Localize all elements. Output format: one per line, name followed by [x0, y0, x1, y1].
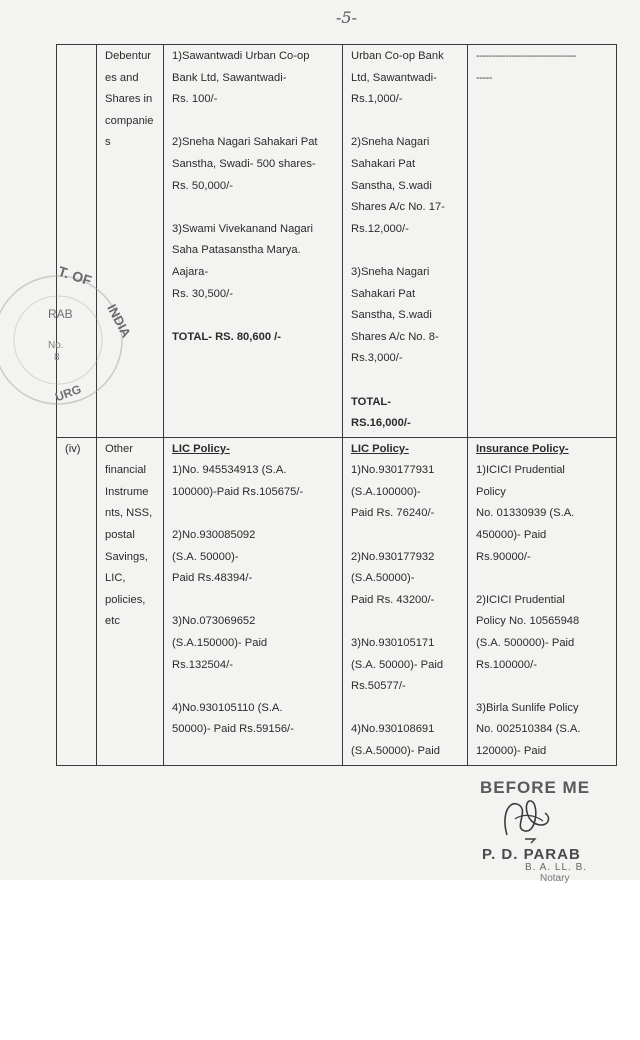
seal-text: RAB	[48, 307, 73, 321]
entry-line: Rs.100000/-	[476, 658, 537, 671]
entry-line: Aajara-	[172, 265, 209, 278]
entry-line: 2)Sneha Nagari	[351, 136, 430, 149]
entry-line: Shares A/c No. 8-	[351, 330, 439, 343]
entry-line: 1)Sawantwadi Urban Co-op	[172, 50, 310, 62]
entry-line: 3)Swami Vivekanand Nagari	[172, 222, 313, 235]
entry-line: 4)No.930105110 (S.A.	[172, 701, 283, 714]
entry-line: No. 002510384 (S.A.	[476, 723, 581, 736]
entry-line: 100000)-Paid Rs.105675/-	[172, 485, 304, 498]
entry-line: Rs. 50,000/-	[172, 179, 233, 192]
seal-text: INDIA	[104, 301, 135, 340]
policy-entry	[351, 460, 463, 525]
seal-text: No.	[48, 340, 64, 351]
entry-line: 50000)- Paid Rs.59156/-	[172, 723, 294, 736]
category-line: policies,	[105, 593, 146, 606]
policy-entry	[351, 719, 463, 762]
entry-line: Rs. 30,500/-	[172, 287, 233, 300]
entry-line: 1)No. 945534913 (S.A.	[172, 464, 287, 477]
holding-entry	[172, 132, 338, 197]
before-me-stamp: BEFORE ME	[480, 778, 591, 797]
category-line: es and	[105, 71, 139, 84]
category-line: postal	[105, 529, 135, 542]
cell-dependent-policies	[468, 437, 617, 765]
notary-degree: B. A. LL. B.	[525, 862, 588, 873]
entry-line: 3)No.073069652	[172, 615, 256, 628]
category-line: LIC,	[105, 572, 126, 585]
section-heading: Insurance Policy-	[476, 442, 569, 455]
holding-entry	[172, 219, 338, 305]
holding-entry	[351, 132, 463, 240]
cell-spouse-holdings	[343, 45, 468, 438]
entry-line: Rs.3,000/-	[351, 352, 403, 365]
entry-line: 3)No.930105171	[351, 637, 435, 650]
entry-line: Paid Rs. 43200/-	[351, 593, 435, 606]
cell-self-policies	[164, 437, 343, 765]
entry-line: 2)No.930085092	[172, 529, 256, 542]
holding-entry	[351, 46, 463, 111]
policy-entry	[172, 698, 338, 741]
holding-total	[351, 392, 463, 435]
entry-line: (S.A. 500000)- Paid	[476, 637, 575, 650]
category-line: nts, NSS,	[105, 507, 153, 520]
holding-total: TOTAL- RS. 80,600 /-	[172, 330, 282, 343]
entry-line: Saha Patasanstha Marya.	[172, 244, 301, 257]
table-row-debentures	[57, 45, 617, 438]
cell-spouse-policies	[343, 437, 468, 765]
seal-text: URG	[53, 382, 84, 405]
entry-line: Rs.50577/-	[351, 680, 406, 693]
section-heading: LIC Policy-	[351, 442, 409, 455]
entry-line: Paid Rs.48394/-	[172, 572, 253, 585]
blank-dash-line: -----	[476, 71, 493, 84]
cell-category	[97, 437, 164, 765]
category-line: Savings,	[105, 550, 148, 563]
entry-line: 2)Sneha Nagari Sahakari Pat	[172, 136, 318, 149]
entry-line: 3)Birla Sunlife Policy	[476, 701, 579, 714]
category-line: Shares in	[105, 93, 153, 106]
policy-entry	[172, 525, 338, 590]
entry-line: Sanstha, S.wadi	[351, 179, 432, 192]
entry-line: 450000)- Paid	[476, 529, 547, 542]
category-line: companie	[105, 114, 154, 127]
entry-line: Sahakari Pat	[351, 287, 416, 300]
asset-table	[56, 44, 617, 766]
seal-text: 8	[54, 352, 60, 363]
entry-line: Ltd, Sawantwadi-	[351, 71, 437, 84]
category-line: financial	[105, 464, 147, 477]
category-line: Instrume	[105, 485, 149, 498]
entry-line: No. 01330939 (S.A.	[476, 507, 575, 520]
category-line: s	[105, 136, 111, 149]
entry-line: 2)ICICI Prudential	[476, 593, 565, 606]
holding-entry	[172, 46, 338, 111]
cell-self-holdings	[164, 45, 343, 438]
entry-line: (S.A.50000)-	[351, 572, 415, 585]
entry-line: 120000)- Paid	[476, 745, 547, 757]
policy-entry	[476, 698, 612, 763]
cell-serial	[57, 45, 97, 438]
entry-line: Paid Rs. 76240/-	[351, 507, 435, 520]
entry-line: (S.A.50000)- Paid	[351, 745, 440, 757]
entry-line: 4)No.930108691	[351, 723, 435, 736]
blank-dash-line: -------------------------------	[476, 50, 576, 62]
seal-text: T. OF	[56, 262, 94, 289]
entry-line: Sanstha, Swadi- 500 shares-	[172, 157, 316, 170]
entry-line: RS.16,000/-	[351, 417, 411, 430]
notary-name: P. D. PARAB	[482, 846, 581, 863]
entry-line: Sanstha, S.wadi	[351, 309, 432, 322]
category-line: Debentur	[105, 50, 152, 62]
entry-line: Bank Ltd, Sawantwadi-	[172, 71, 287, 84]
policy-entry	[351, 547, 463, 612]
entry-line: Shares A/c No. 17-	[351, 201, 445, 214]
section-heading: LIC Policy-	[172, 442, 230, 455]
entry-line: 2)No.930177932	[351, 550, 435, 563]
policy-entry	[476, 590, 612, 676]
entry-line: (S.A.150000)- Paid	[172, 637, 268, 650]
policy-entry	[172, 611, 338, 676]
entry-line: 3)Sneha Nagari	[351, 265, 430, 278]
policy-entry	[476, 460, 612, 568]
cell-category	[97, 45, 164, 438]
entry-line: Rs.12,000/-	[351, 222, 409, 235]
entry-line: (S.A.100000)-	[351, 485, 421, 498]
page-number: -5-	[336, 8, 357, 27]
entry-line: Rs.1,000/-	[351, 93, 403, 106]
entry-line: (S.A. 50000)-	[172, 550, 239, 563]
entry-line: Policy	[476, 485, 506, 498]
table-row-other-instruments	[57, 437, 617, 765]
cell-serial: (iv)	[57, 437, 97, 765]
entry-line: Policy No. 10565948	[476, 615, 580, 628]
category-line: etc	[105, 615, 120, 628]
entry-line: (S.A. 50000)- Paid	[351, 658, 444, 671]
entry-line: 1)No.930177931	[351, 464, 435, 477]
notary-title: Notary	[540, 873, 570, 884]
entry-line: Sahakari Pat	[351, 157, 416, 170]
policy-entry	[351, 633, 463, 698]
entry-line: Rs.132504/-	[172, 658, 233, 671]
cell-dependent-holdings	[468, 45, 617, 438]
signature-icon	[495, 795, 565, 845]
category-line: Other	[105, 442, 133, 455]
entry-line: TOTAL-	[351, 395, 391, 408]
entry-line: Rs. 100/-	[172, 93, 218, 106]
policy-entry	[172, 460, 338, 503]
entry-line: 1)ICICI Prudential	[476, 464, 565, 477]
holding-entry	[351, 262, 463, 370]
entry-line: Rs.90000/-	[476, 550, 531, 563]
entry-line: Urban Co-op Bank	[351, 50, 444, 62]
